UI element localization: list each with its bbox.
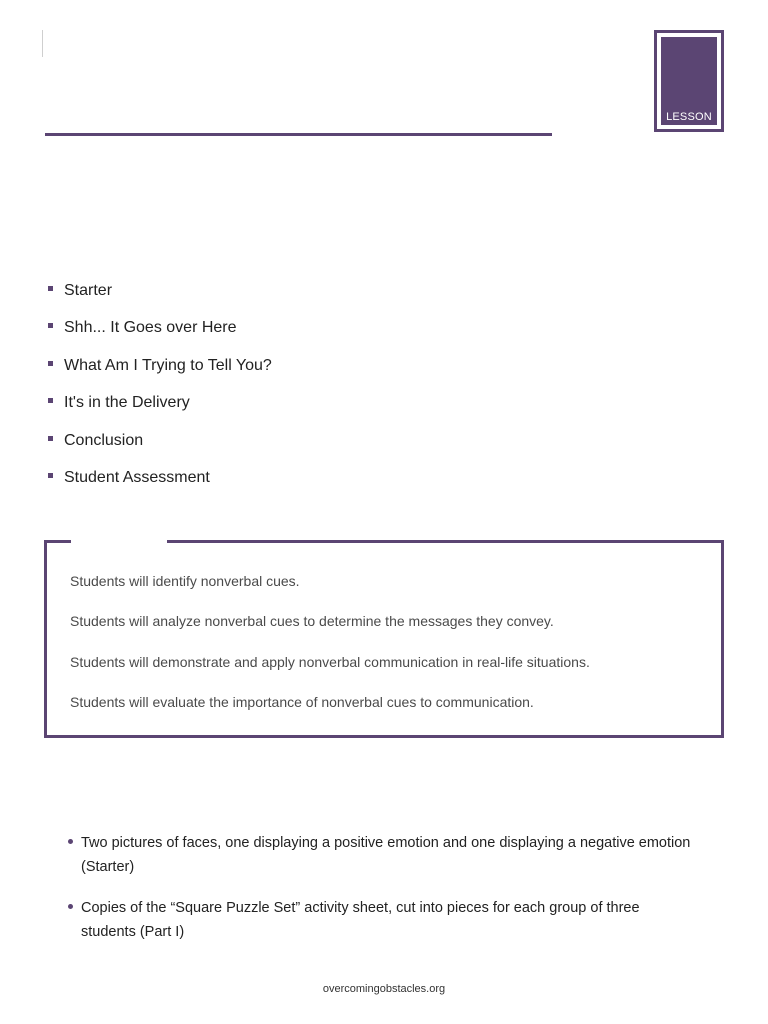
lesson-badge-label: LESSON bbox=[666, 111, 712, 123]
agenda-item-label: Shh... It Goes over Here bbox=[64, 319, 237, 337]
agenda-item bbox=[48, 392, 272, 429]
header-tick-mark bbox=[42, 30, 43, 57]
square-bullet-icon bbox=[48, 436, 53, 441]
materials-item bbox=[66, 896, 696, 944]
agenda-item bbox=[48, 467, 272, 504]
agenda-item-label: What Am I Trying to Tell You? bbox=[64, 356, 272, 374]
objectives-box-heading-gap bbox=[71, 540, 167, 543]
materials-item-text: Two pictures of faces, one displaying a positive emotion and one displaying a negative emotion (Starter) bbox=[81, 835, 691, 875]
objective-item: Students will identify nonverbal cues. bbox=[70, 573, 300, 589]
materials-list bbox=[66, 831, 696, 961]
agenda-list bbox=[48, 280, 272, 504]
square-bullet-icon bbox=[48, 323, 53, 328]
square-bullet-icon bbox=[48, 398, 53, 403]
materials-item bbox=[66, 831, 696, 879]
objective-item: Students will demonstrate and apply nonverbal communication in real-life situations. bbox=[70, 653, 590, 670]
agenda-item bbox=[48, 430, 272, 467]
square-bullet-icon bbox=[48, 473, 53, 478]
agenda-item-label: Starter bbox=[64, 282, 113, 299]
round-bullet-icon bbox=[68, 839, 73, 844]
agenda-item-label: Conclusion bbox=[64, 431, 144, 449]
round-bullet-icon bbox=[68, 904, 73, 909]
agenda-item bbox=[48, 280, 272, 317]
objective-item: Students will analyze nonverbal cues to determine the messages they convey. bbox=[70, 613, 554, 630]
footer-url: overcomingobstacles.org bbox=[322, 983, 446, 995]
objectives-box bbox=[44, 540, 724, 738]
agenda-item-label: Student Assessment bbox=[64, 468, 210, 486]
square-bullet-icon bbox=[48, 286, 53, 291]
lesson-badge bbox=[654, 30, 724, 132]
title-underline bbox=[45, 133, 552, 136]
agenda-item bbox=[48, 317, 272, 354]
objective-item: Students will evaluate the importance of nonverbal cues to communication. bbox=[70, 693, 534, 710]
objectives-list bbox=[70, 571, 590, 732]
agenda-item bbox=[48, 355, 272, 392]
materials-item-text: Copies of the “Square Puzzle Set” activity sheet, cut into pieces for each group of three students (Part I) bbox=[81, 900, 640, 940]
square-bullet-icon bbox=[48, 361, 53, 366]
agenda-item-label: It's in the Delivery bbox=[64, 394, 190, 412]
